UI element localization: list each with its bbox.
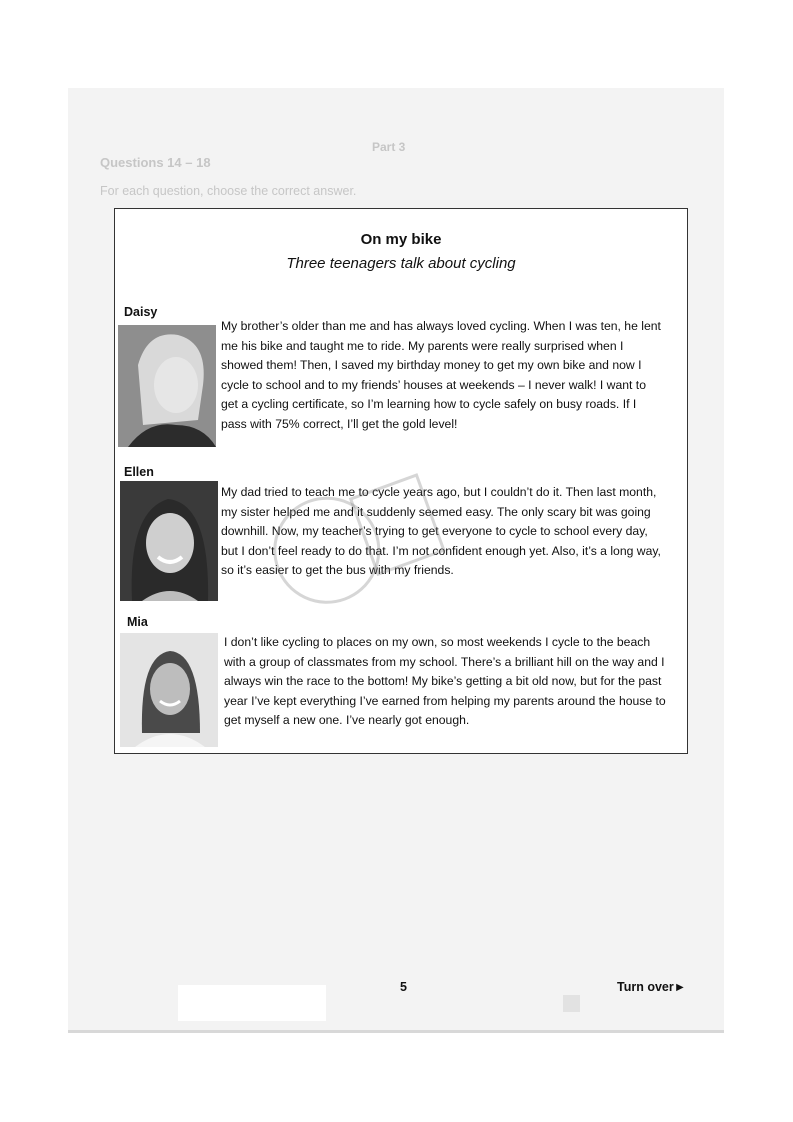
person-text-daisy: My brother’s older than me and has always loved cycling. When I was ten, he lent me his bike and taught me to ride. My parents were really surprised when I showed them! Then, I saved my birthday money to get my own bike and now I cycle to school and to my friends’ houses at weekends – I never walk! I want to get a cycling certificate, so I’m learning how to cycle safely on busy roads. If I pass with 75% correct, I’ll get the gold level! [221, 319, 661, 431]
page-edge-shadow [68, 1030, 724, 1033]
photo-daisy [118, 325, 216, 447]
portrait-icon [120, 633, 218, 747]
redacted-footer-area [178, 985, 326, 1021]
portrait-icon [118, 325, 216, 447]
article-title: On my bike [360, 231, 442, 248]
faded-instructions: For each question, choose the correct answer. [100, 184, 357, 198]
person-text-ellen: My dad tried to teach me to cycle years ago, but I couldn’t do it. Then last month, my sister helped me and it suddenly seemed easy. The only scary bit was going downhill. Now, my teacher’s trying to get everyone to cycle to school every day, but I don’t feel ready to do that. I’m not confident enough yet. Also, it’s a long way, so it’s easier to get the bus with my friends. [221, 485, 661, 577]
person-name-mia: Mia [127, 615, 148, 629]
portrait-icon [120, 481, 218, 601]
photo-mia [120, 633, 218, 747]
faded-questions-label: Questions 14 – 18 [100, 155, 211, 170]
article-box [114, 208, 688, 754]
faded-part-label: Part 3 [372, 140, 406, 154]
article-subtitle: Three teenagers talk about cycling [286, 255, 516, 272]
page-number: 5 [400, 980, 407, 994]
person-text-mia: I don’t like cycling to places on my own, so most weekends I cycle to the beach with a group of classmates from my school. There’s a brilliant hill on the way and I always win the race to the bottom! My bike’s getting a bit old now, but for the past year I’ve kept everything I’ve earned from helping my parents around the house to get myself a new one. I’ve nearly got enough. [224, 635, 666, 727]
person-name-daisy: Daisy [124, 305, 158, 319]
person-name-ellen: Ellen [124, 465, 154, 479]
turn-over-label: Turn over► [617, 980, 687, 994]
corner-stamp [563, 995, 580, 1012]
photo-ellen [120, 481, 218, 601]
